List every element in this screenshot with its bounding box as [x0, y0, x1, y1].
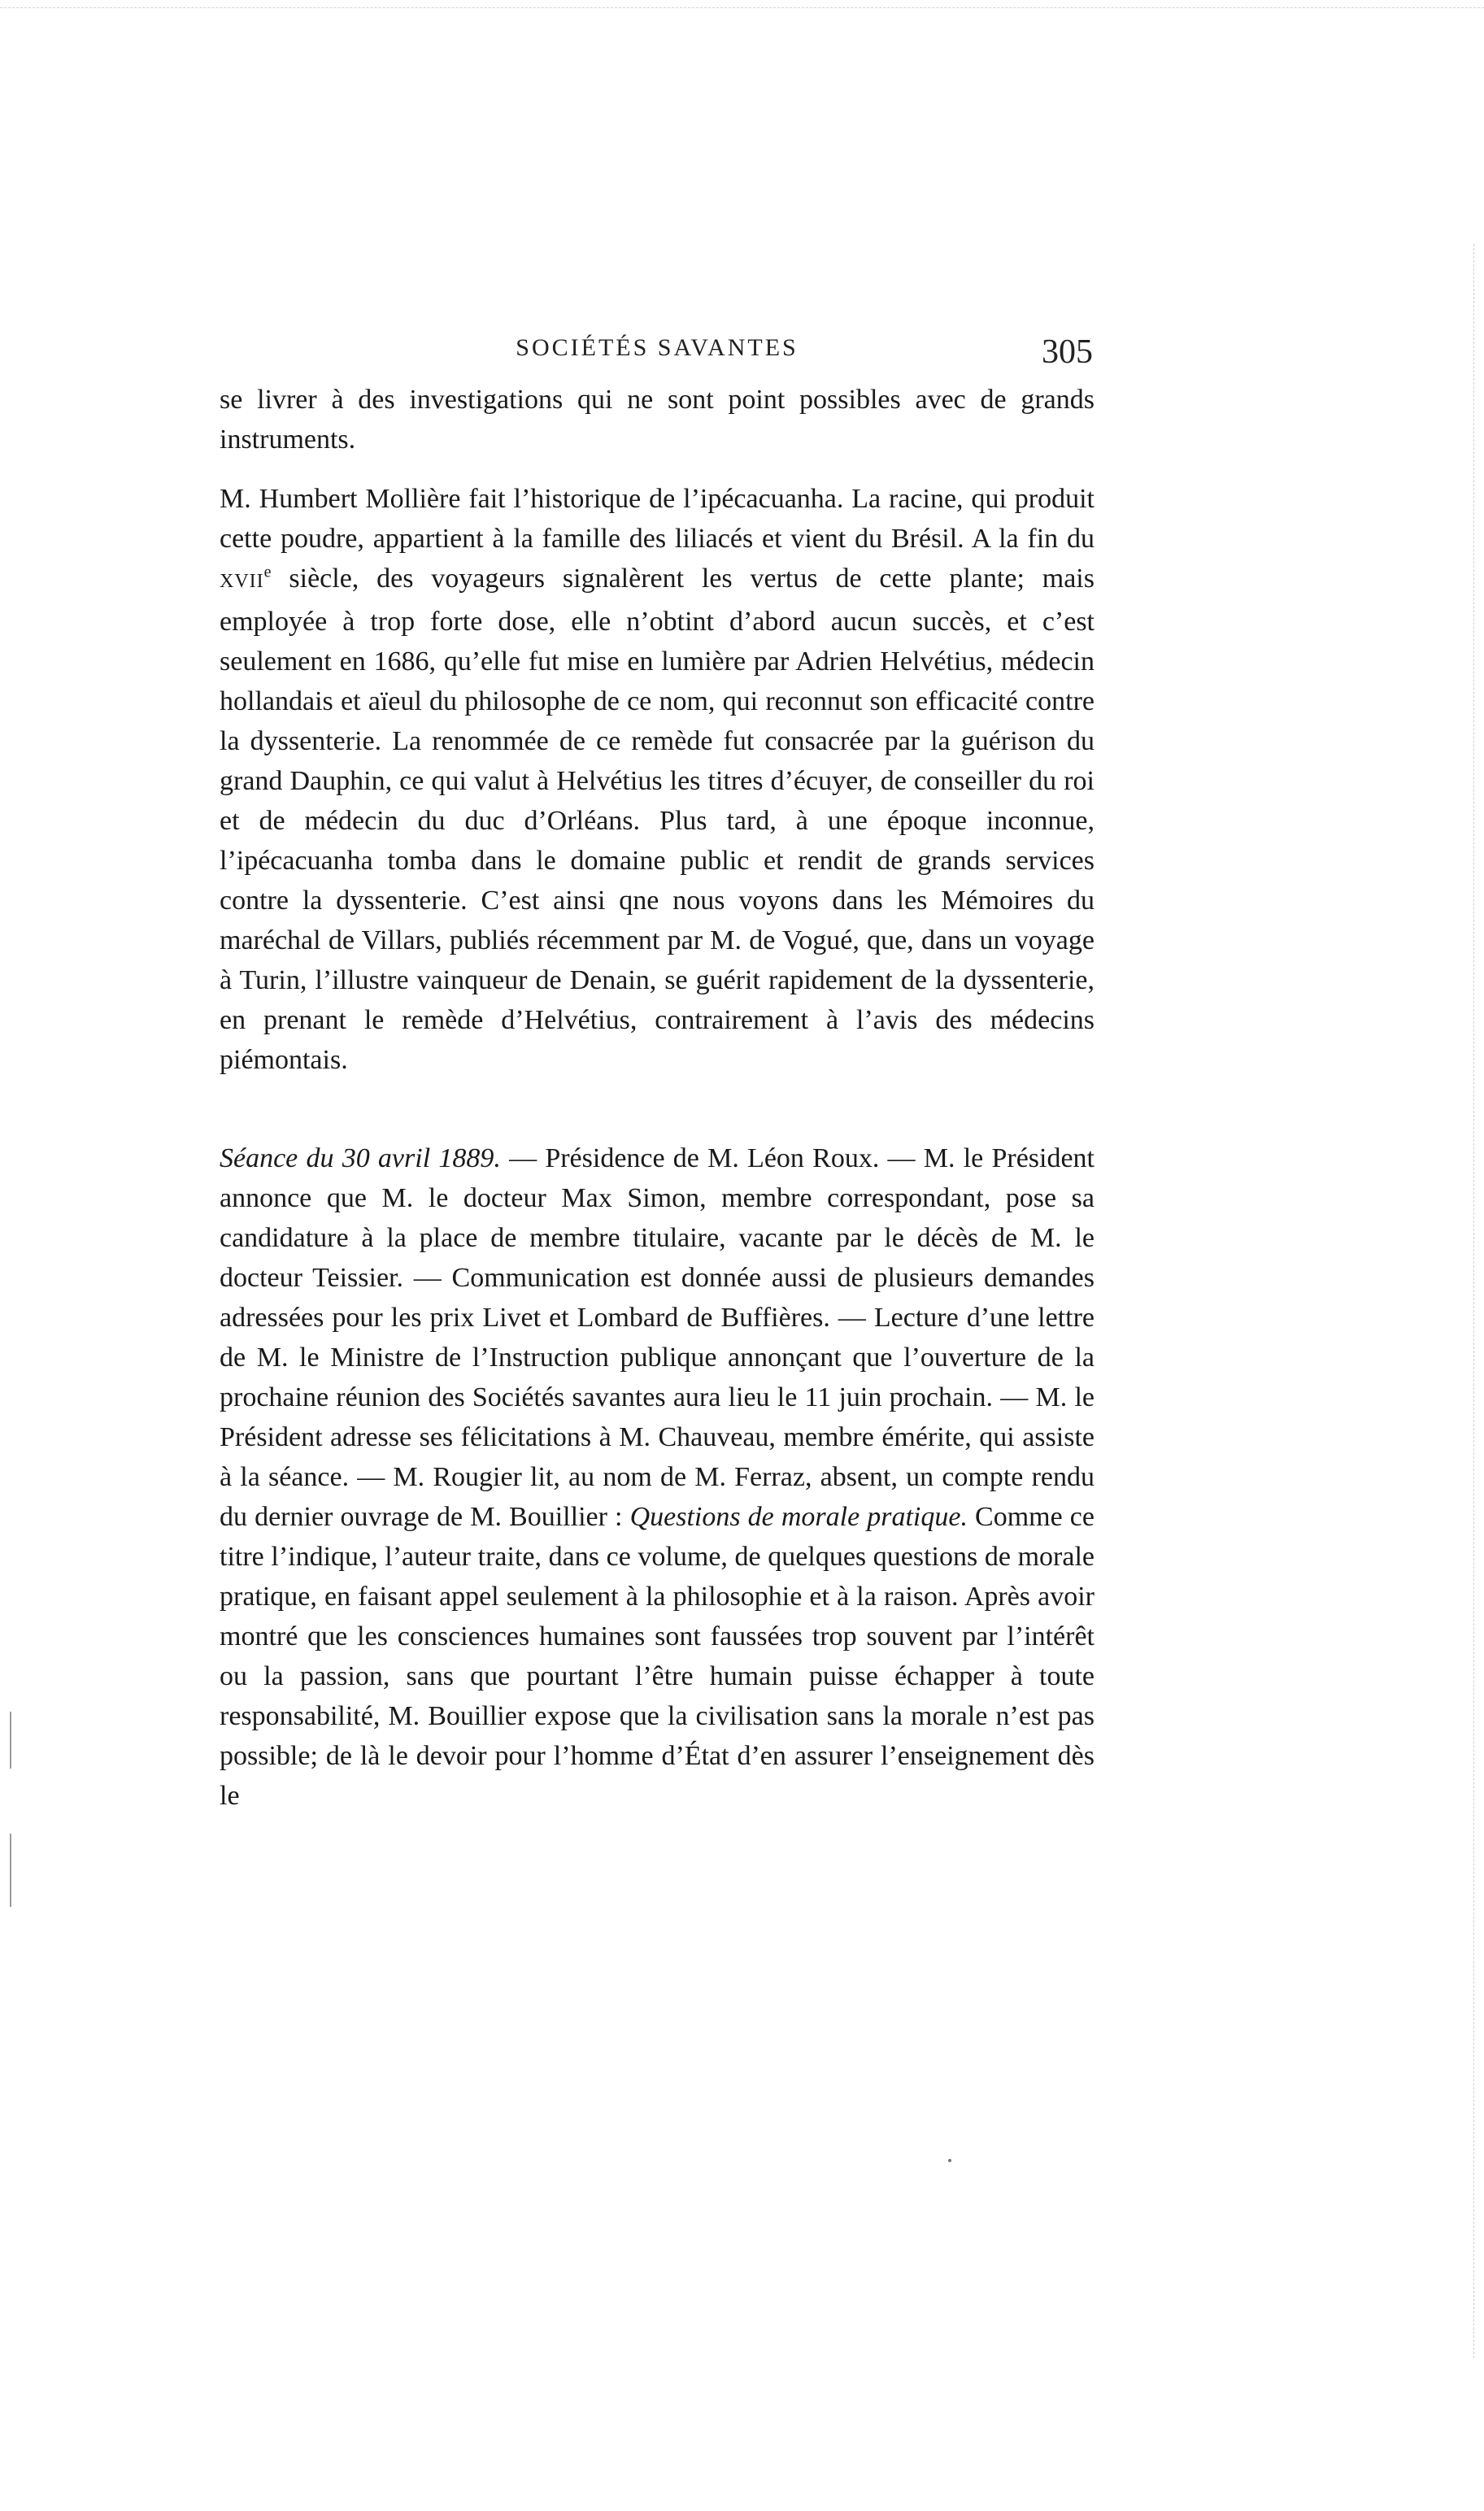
scan-left-mark — [10, 1712, 11, 1769]
paragraph-seance — [220, 1138, 1095, 1816]
scan-left-mark — [10, 1834, 11, 1907]
paragraph-continuation — [220, 380, 1095, 459]
paragraph-text: siècle, des voyageurs signalèrent les vertus de cette plante; mais employée à trop forte dose, elle n’obtint d’abord aucun succès, et c’est seulement en 1686, qu’elle fut mise en lumière par Adrien Helvétius, médecin hollandais et aïeul du philosophe de ce nom, qui reconnut son efficacité contre la dyssenterie. La renommée de ce remède fut consacrée par la guérison du grand Dauphin, ce qui valut à Helvétius les titres d’écuyer, de conseiller du roi et de médecin du duc d’Orléans. Plus tard, à une époque inconnue, l’ipécacuanha tomba dans le domaine public et rendit de grands services contre la dyssenterie. C’est ainsi qne nous voyons dans les Mémoires du maréchal de Villars, publiés récemment par M. de Vogué, que, dans un voyage à Turin, l’illustre vainqueur de Denain, se guérit rapidement de la dyssenterie, en prenant le remède d’Helvétius, contrairement à l’avis des médecins piémontais. — [220, 564, 1095, 1075]
scan-right-edge — [1473, 244, 1475, 2358]
paragraph-text: se livrer à des investigations qui ne sont point possibles avec de grands instruments. — [220, 385, 1095, 455]
century-numeral: XVII — [220, 571, 264, 592]
century-superscript: e — [263, 563, 272, 581]
page-number: 305 — [1042, 333, 1093, 371]
paragraph-text: M. Humbert Mollière fait l’historique de l’ipécacuanha. La racine, qui produit cette poudre, appartient à la famille des liliacés et vient du Brésil. A la fin du — [220, 484, 1095, 554]
book-page — [220, 321, 1095, 1816]
scan-top-edge — [0, 0, 1484, 8]
book-title: Questions de morale pratique. — [629, 1502, 968, 1532]
seance-date: Séance du 30 avril 1889. — [220, 1143, 501, 1173]
paragraph-text: Comme ce titre l’indique, l’auteur traite, dans ce volume, de quelques questions de morale pratique, en faisant appel seulement à la philosophie et à la raison. Après avoir montré que les consciences humaines sont faussées trop souvent par l’intérêt ou la passion, sans que pourtant l’être humain puisse échapper à toute responsabilité, M. Bouillier expose que la civilisation sans la morale n’est pas possible; de là le devoir pour l’homme d’État d’en assurer l’enseignement dès le — [220, 1502, 1095, 1811]
scan-speck — [948, 2159, 951, 2162]
running-head — [220, 321, 1095, 380]
paragraph-text: — Présidence de M. Léon Roux. — M. le Président annonce que M. le docteur Max Simon, membre correspondant, pose sa candidature à la place de membre titulaire, vacante par le décès de M. le docteur Teissier. — Communication est donnée aussi de plusieurs demandes adressées pour les prix Livet et Lombard de Buffières. — Lecture d’une lettre de M. le Ministre de l’Instruction publique annonçant que l’ouverture de la prochaine réunion des Sociétés savantes aura lieu le 11 juin prochain. — M. le Président adresse ses félicitations à M. Chauveau, membre émérite, qui assiste à la séance. — M. Rougier lit, au nom de M. Ferraz, absent, un compte rendu du dernier ouvrage de M. Bouillier : — [220, 1143, 1095, 1532]
running-title: SOCIÉTÉS SAVANTES — [516, 334, 799, 361]
paragraph-ipecacuanha — [220, 479, 1095, 1080]
